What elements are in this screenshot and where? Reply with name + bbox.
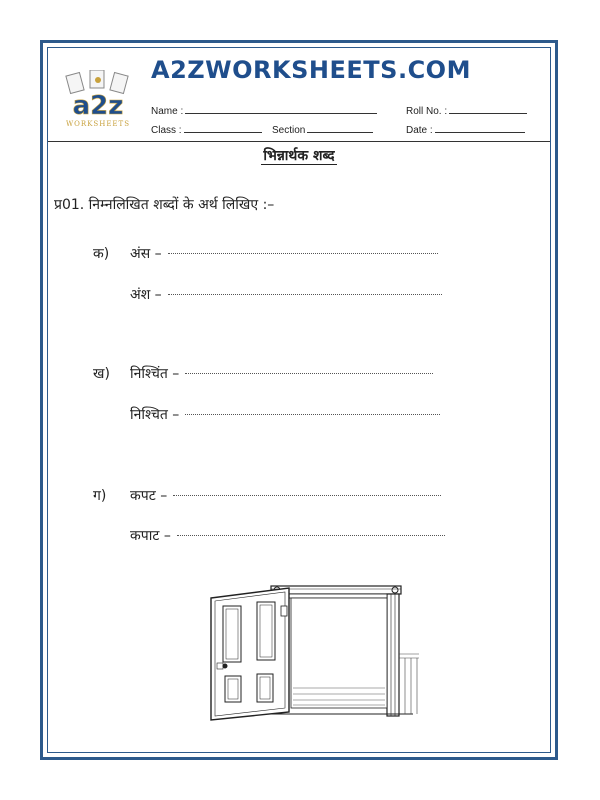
site-title: A2ZWORKSHEETS.COM — [151, 56, 471, 84]
section-label: Section — [272, 125, 306, 136]
item-word: निश्चित – — [130, 407, 180, 423]
name-line[interactable] — [185, 104, 377, 114]
name-label: Name : — [151, 106, 184, 117]
item-word: अंश – — [130, 287, 162, 303]
item-marker: ग) — [93, 488, 107, 504]
roll-field[interactable] — [406, 104, 527, 117]
section-field[interactable] — [272, 123, 373, 136]
class-field[interactable] — [151, 123, 262, 136]
answer-line[interactable] — [177, 534, 445, 536]
list-item — [93, 364, 433, 383]
item-marker: क) — [93, 246, 110, 262]
answer-line[interactable] — [168, 293, 442, 295]
question-text: प्र01. निम्नलिखित शब्दों के अर्थ लिखिए :– — [54, 197, 275, 213]
class-label: Class : — [151, 125, 182, 136]
answer-line[interactable] — [185, 413, 440, 415]
worksheet-header — [48, 48, 550, 142]
answer-line[interactable] — [185, 372, 433, 374]
item-marker: ख) — [93, 366, 110, 382]
svg-text:WORKSHEETS: WORKSHEETS — [65, 120, 131, 128]
class-line[interactable] — [184, 123, 262, 133]
page-title — [48, 146, 550, 165]
worksheet-frame — [40, 40, 558, 760]
date-field[interactable] — [406, 123, 525, 136]
list-item — [93, 405, 440, 424]
answer-line[interactable] — [173, 494, 441, 496]
date-line[interactable] — [435, 123, 525, 133]
section-line[interactable] — [307, 123, 373, 133]
list-item — [93, 285, 442, 304]
door-illustration-icon — [201, 584, 423, 724]
item-word: कपाट – — [130, 528, 171, 544]
answer-line[interactable] — [168, 252, 438, 254]
roll-label: Roll No. : — [406, 106, 448, 117]
roll-line[interactable] — [449, 104, 527, 114]
page-title-text: भिन्नार्थक शब्द — [263, 148, 335, 164]
list-item — [93, 244, 438, 263]
item-word: निश्चिंत – — [130, 366, 180, 382]
worksheet-inner-border — [47, 47, 551, 753]
item-word: कपट – — [130, 488, 168, 504]
date-label: Date : — [406, 125, 433, 136]
a2z-logo-icon — [60, 70, 136, 130]
svg-text:a2z: a2z — [72, 91, 124, 121]
list-item — [93, 526, 445, 545]
name-field[interactable] — [151, 104, 377, 117]
list-item — [93, 486, 441, 505]
item-word: अंस – — [130, 246, 162, 262]
